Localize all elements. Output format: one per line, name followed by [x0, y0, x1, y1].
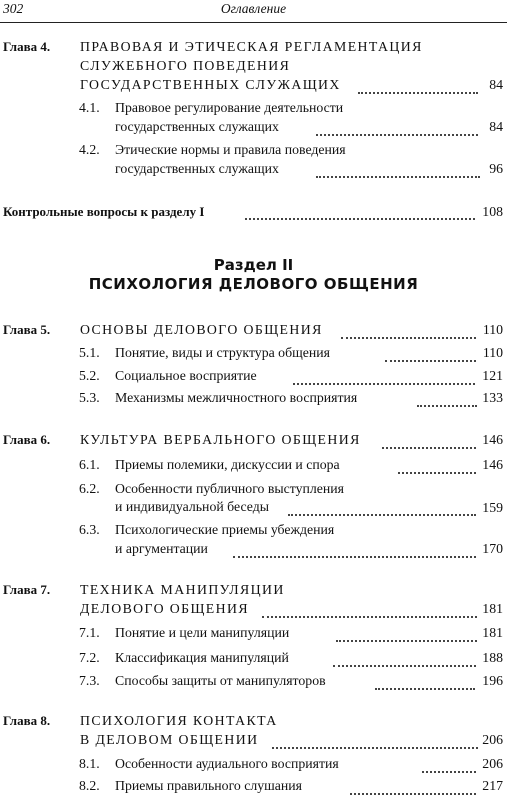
section-6-3-title-line-1: Психологические приемы убеждения: [115, 522, 335, 537]
section-6-1-number: 6.1.: [79, 457, 100, 472]
dot-leader: [385, 346, 476, 362]
dot-leader: [422, 757, 476, 773]
section-6-3-number: 6.3.: [79, 522, 100, 537]
chapter-8-page: 206: [482, 732, 503, 747]
section-7-2-number: 7.2.: [79, 650, 100, 665]
chapter-7-page: 181: [482, 601, 503, 616]
dot-leader: [398, 458, 476, 474]
section-8-2-page: 217: [482, 778, 503, 793]
section-7-3-page: 196: [482, 673, 503, 688]
chapter-4-title-line-3: ГОСУДАРСТВЕННЫХ СЛУЖАЩИХ: [80, 77, 341, 92]
section-4-2-number: 4.2.: [79, 142, 100, 157]
review-questions-label: Контрольные вопросы к разделу I: [3, 204, 205, 219]
chapter-5-title: ОСНОВЫ ДЕЛОВОГО ОБЩЕНИЯ: [80, 322, 323, 337]
running-header: [0, 0, 507, 22]
part-2-title: ПСИХОЛОГИЯ ДЕЛОВОГО ОБЩЕНИЯ: [88, 275, 419, 293]
chapter-7-title-line-1: ТЕХНИКА МАНИПУЛЯЦИИ: [80, 582, 285, 597]
chapter-4-title-line-2: СЛУЖЕБНОГО ПОВЕДЕНИЯ: [80, 58, 291, 73]
section-6-3-page: 170: [482, 541, 503, 556]
chapter-7-title-line-2: ДЕЛОВОГО ОБЩЕНИЯ: [80, 601, 249, 616]
section-6-2-title-line-2: и индивидуальной беседы: [115, 499, 270, 514]
part-2-number: Раздел II: [213, 256, 294, 274]
section-8-2-number: 8.2.: [79, 778, 100, 793]
section-6-2-page: 159: [482, 500, 503, 515]
chapter-4-title-line-1: ПРАВОВАЯ И ЭТИЧЕСКАЯ РЕГЛАМЕНТАЦИЯ: [80, 39, 423, 54]
section-7-2-page: 188: [482, 650, 503, 665]
section-4-2-title-line-2: государственных служащих: [115, 161, 279, 176]
section-6-1-title: Приемы полемики, дискуссии и спора: [115, 457, 340, 472]
page-number: 302: [3, 1, 24, 16]
section-5-2-number: 5.2.: [79, 368, 100, 383]
dot-leader: [272, 733, 478, 749]
section-5-1-title: Понятие, виды и структура общения: [115, 345, 330, 360]
chapter-7-label: Глава 7.: [3, 582, 51, 597]
dot-leader: [358, 78, 478, 94]
dot-leader: [336, 626, 477, 642]
dot-leader: [262, 602, 477, 618]
chapter-6-label: Глава 6.: [3, 432, 51, 447]
chapter-4-page: 84: [489, 77, 503, 92]
dot-leader: [417, 391, 477, 407]
section-6-1-page: 146: [482, 457, 503, 472]
section-7-1-page: 181: [482, 625, 503, 640]
dot-leader: [333, 651, 476, 667]
section-7-1-title: Понятие и цели манипуляции: [115, 625, 290, 640]
section-5-3-title: Механизмы межличностного восприятия: [115, 390, 358, 405]
chapter-5-page: 110: [482, 322, 503, 337]
section-4-1-title-line-2: государственных служащих: [115, 119, 279, 134]
dot-leader: [288, 500, 476, 516]
dot-leader: [341, 323, 476, 339]
dot-leader: [293, 369, 475, 385]
section-7-3-title: Способы защиты от манипуляторов: [115, 673, 326, 688]
section-7-1-number: 7.1.: [79, 625, 100, 640]
review-questions-page: 108: [482, 204, 503, 219]
chapter-4-label: Глава 4.: [3, 39, 51, 54]
section-5-1-number: 5.1.: [79, 345, 100, 360]
section-8-1-page: 206: [482, 756, 503, 771]
dot-leader: [382, 433, 476, 449]
chapter-6-title: КУЛЬТУРА ВЕРБАЛЬНОГО ОБЩЕНИЯ: [80, 432, 361, 447]
dot-leader: [233, 542, 476, 558]
section-5-3-page: 133: [482, 390, 503, 405]
dot-leader: [245, 204, 475, 220]
section-8-1-title: Особенности аудиального восприятия: [115, 756, 339, 771]
section-4-2-page: 96: [489, 161, 503, 176]
chapter-8-title-line-1: ПСИХОЛОГИЯ КОНТАКТА: [80, 713, 278, 728]
chapter-8-label: Глава 8.: [3, 713, 51, 728]
section-4-2-title-line-1: Этические нормы и правила поведения: [115, 142, 346, 157]
section-4-1-page: 84: [489, 119, 503, 134]
section-5-3-number: 5.3.: [79, 390, 100, 405]
section-6-3-title-line-2: и аргументации: [115, 541, 208, 556]
running-title: Оглавление: [220, 1, 287, 16]
section-5-2-page: 121: [482, 368, 503, 383]
chapter-8-title-line-2: В ДЕЛОВОМ ОБЩЕНИИ: [80, 732, 259, 747]
section-4-1-number: 4.1.: [79, 100, 100, 115]
section-7-2-title: Классификация манипуляций: [115, 650, 289, 665]
section-6-2-number: 6.2.: [79, 481, 100, 496]
section-7-3-number: 7.3.: [79, 673, 100, 688]
header-rule: [0, 22, 507, 23]
dot-leader: [316, 120, 478, 136]
section-8-2-title: Приемы правильного слушания: [115, 778, 303, 793]
dot-leader: [375, 674, 475, 690]
chapter-5-label: Глава 5.: [3, 322, 51, 337]
section-6-2-title-line-1: Особенности публичного выступления: [115, 481, 345, 496]
section-4-1-title-line-1: Правовое регулирование деятельности: [115, 100, 344, 115]
dot-leader: [316, 162, 480, 178]
chapter-6-page: 146: [482, 432, 503, 447]
dot-leader: [350, 779, 476, 795]
section-5-1-page: 110: [482, 345, 503, 360]
section-8-1-number: 8.1.: [79, 756, 100, 771]
section-5-2-title: Социальное восприятие: [115, 368, 257, 383]
